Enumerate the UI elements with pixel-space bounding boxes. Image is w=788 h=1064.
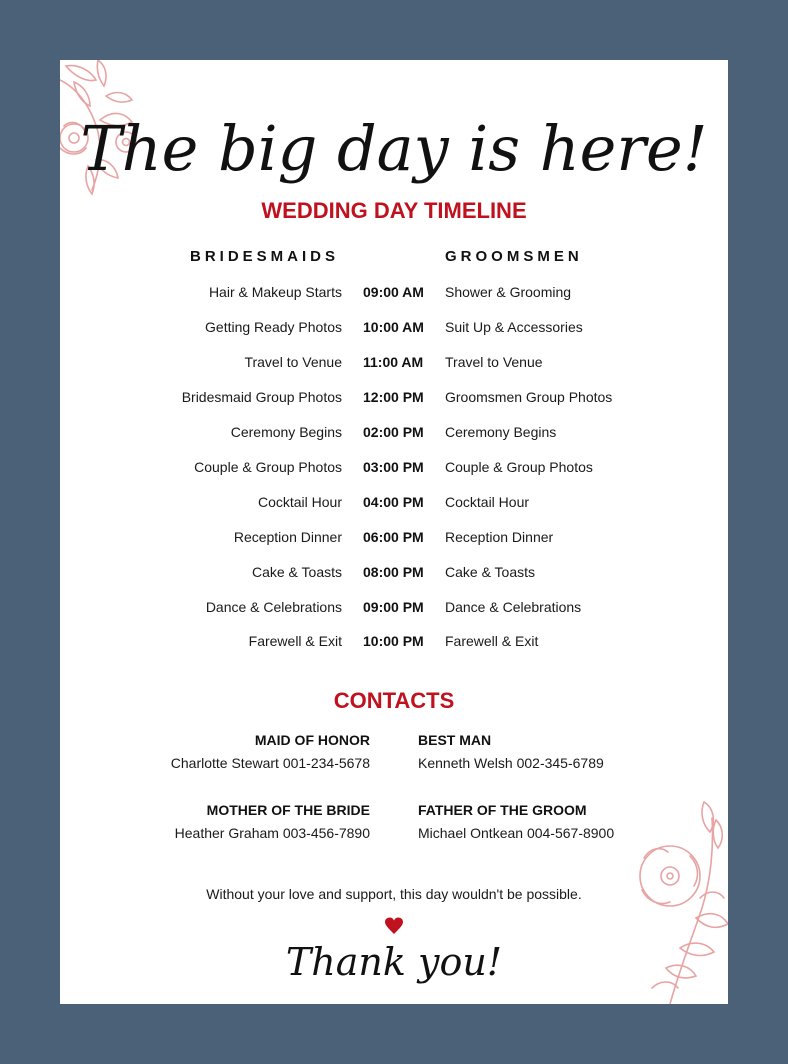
bridesmaids-activity: Couple & Group Photos	[194, 459, 342, 475]
thank-you-message: Without your love and support, this day wouldn't be possible.	[206, 886, 582, 902]
groomsmen-activity: Groomsmen Group Photos	[445, 389, 613, 405]
contact-detail: Heather Graham 003-456-7890	[174, 825, 370, 841]
groomsmen-activity: Couple & Group Photos	[445, 459, 593, 475]
groomsmen-activity: Travel to Venue	[445, 354, 543, 370]
bridesmaids-activity: Bridesmaid Group Photos	[181, 389, 342, 405]
timeline-row	[60, 494, 728, 514]
bridesmaids-activity: Ceremony Begins	[230, 424, 342, 440]
bridesmaids-activity: Dance & Celebrations	[205, 599, 342, 615]
contact-role: MOTHER OF THE BRIDE	[206, 802, 370, 818]
page-title: The big day is here!	[80, 112, 708, 185]
timeline-row	[60, 564, 728, 584]
bridesmaids-activity: Getting Ready Photos	[205, 319, 342, 335]
timeline-time: 09:00 AM	[363, 284, 424, 300]
timeline-row	[60, 354, 728, 374]
timeline-row	[60, 599, 728, 619]
timeline-time: 04:00 PM	[363, 494, 424, 510]
contact-role: FATHER OF THE GROOM	[418, 802, 587, 818]
timeline-row	[60, 424, 728, 444]
timeline-time: 10:00 AM	[363, 319, 424, 335]
contacts-heading: CONTACTS	[333, 688, 455, 713]
groomsmen-activity: Cocktail Hour	[445, 494, 530, 510]
thank-you-signature: Thank you!	[285, 940, 503, 984]
timeline-card	[60, 60, 728, 1004]
groomsmen-activity: Shower & Grooming	[445, 284, 572, 300]
groomsmen-activity: Reception Dinner	[445, 529, 554, 545]
groomsmen-heading: GROOMSMEN	[445, 248, 583, 265]
bridesmaids-activity: Reception Dinner	[233, 529, 342, 545]
timeline-time: 12:00 PM	[363, 389, 424, 405]
timeline-row	[60, 459, 728, 479]
timeline-time: 03:00 PM	[363, 459, 424, 475]
bridesmaids-activity: Cocktail Hour	[257, 494, 342, 510]
timeline-heading: WEDDING DAY TIMELINE	[261, 198, 527, 223]
bridesmaids-activity: Hair & Makeup Starts	[208, 284, 342, 300]
bridesmaids-heading: BRIDESMAIDS	[190, 248, 340, 265]
timeline-time: 06:00 PM	[363, 529, 424, 545]
timeline-time: 11:00 AM	[363, 354, 424, 370]
timeline-row	[60, 284, 728, 304]
bridesmaids-activity: Travel to Venue	[244, 354, 342, 370]
groomsmen-activity: Dance & Celebrations	[445, 599, 582, 615]
bridesmaids-activity: Cake & Toasts	[251, 564, 342, 580]
contact-role: MAID OF HONOR	[254, 732, 370, 748]
contact-role: BEST MAN	[418, 732, 492, 748]
timeline-row	[60, 633, 728, 653]
timeline-time: 09:00 PM	[363, 599, 424, 615]
timeline-time: 08:00 PM	[363, 564, 424, 580]
heart-icon	[384, 916, 404, 936]
timeline-row	[60, 319, 728, 339]
contact-detail: Kenneth Welsh 002-345-6789	[418, 755, 604, 771]
timeline-time: 10:00 PM	[363, 633, 424, 649]
bridesmaids-activity: Farewell & Exit	[248, 633, 342, 649]
timeline-time: 02:00 PM	[363, 424, 424, 440]
groomsmen-activity: Suit Up & Accessories	[445, 319, 583, 335]
contact-detail: Charlotte Stewart 001-234-5678	[170, 755, 370, 771]
groomsmen-activity: Farewell & Exit	[445, 633, 539, 649]
contact-detail: Michael Ontkean 004-567-8900	[418, 825, 615, 841]
timeline-row	[60, 389, 728, 409]
groomsmen-activity: Ceremony Begins	[445, 424, 557, 440]
timeline-row	[60, 529, 728, 549]
groomsmen-activity: Cake & Toasts	[445, 564, 536, 580]
